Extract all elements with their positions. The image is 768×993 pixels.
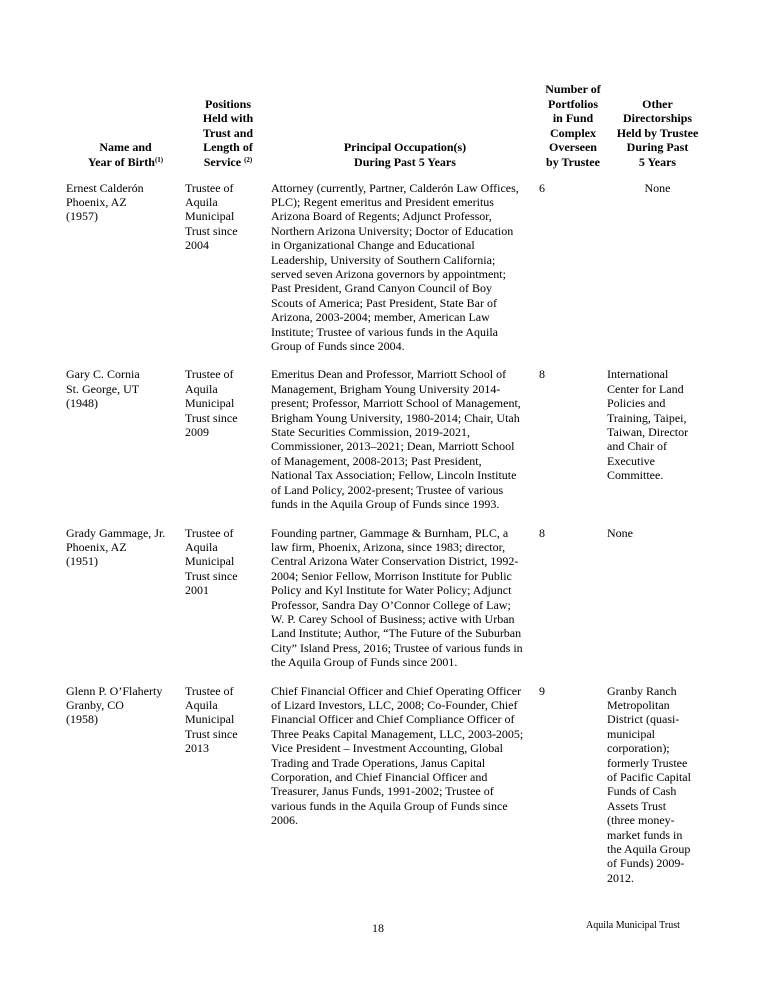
cell-text-line: Policies and — [607, 396, 666, 411]
cell-text-line: Taiwan, Director — [607, 425, 689, 440]
table-row — [66, 367, 708, 525]
cell-text-line: Financial Officer and Chief Compliance Officer of — [271, 712, 515, 727]
cell-text-line: Corporation, and Chief Financial Officer and — [271, 770, 488, 784]
trustee-occupation-cell — [271, 684, 539, 900]
cell-text-line: in Organizational Change and Educational — [271, 238, 475, 253]
table-header — [66, 82, 708, 181]
page-number: 18 — [372, 921, 384, 935]
cell-text-line: Assets Trust — [607, 798, 667, 813]
cell-text-line: (three money- — [607, 813, 675, 828]
cell-text-line: 2012. — [607, 870, 634, 885]
cell-text-line: Trustee of — [185, 367, 234, 382]
header-name-year: Name and Year of Birth$^{(1)}$ — [87, 140, 164, 169]
cell-text: 6 — [539, 180, 545, 195]
cell-text-line: Executive — [607, 453, 655, 468]
cell-text-line: Treasurer, Janus Funds, 1991-2002; Trustee of — [271, 784, 494, 799]
cell-text-line: of Management, 2008-2013; Past President, — [271, 453, 482, 468]
cell-text-line: funds in the Aquila Group of Funds since 1993. — [271, 497, 500, 512]
cell-text-line: Group of Funds since 2004. — [271, 339, 405, 354]
cell-text-line: Management, Brigham Young University 2014- — [271, 381, 501, 396]
cell-text-line: 2013 — [185, 741, 209, 756]
header-directorships: Other Directorships Held by Trustee During Past 5 Years — [616, 96, 699, 169]
cell-text-line: Aquila — [185, 194, 218, 209]
cell-text-line: Chief Financial Officer and Chief Operating Officer — [271, 683, 522, 698]
cell-text-line: Trust since — [185, 410, 238, 425]
cell-text-line: Trust since — [185, 726, 238, 741]
cell-text-line: Granby, CO — [66, 697, 124, 712]
trustee-directorships-cell — [607, 181, 708, 368]
cell-text-line: Three Peaks Capital Management, LLC, 2003-2005; — [271, 726, 524, 741]
cell-text-line: served seven Arizona governors by appointment; — [271, 267, 506, 281]
trustee-position-cell — [185, 181, 271, 368]
cell-text-line: Grady Gammage, Jr. — [66, 525, 166, 540]
cell-text-line: of Pacific Capital — [607, 770, 691, 784]
trustee-portfolios-cell — [539, 181, 607, 368]
cell-text-line: Trust since — [185, 223, 238, 238]
cell-text-line: Granby Ranch — [607, 683, 677, 698]
trustee-name-cell — [66, 684, 185, 900]
header-occupation: Principal Occupation(s) During Past 5 Years — [343, 140, 467, 169]
cell-text-line: and Chair of — [607, 439, 667, 454]
table-body — [66, 181, 708, 900]
cell-text-line: Institute; Trustee of various funds in the Aquila — [271, 324, 498, 339]
trustee-occupation-cell — [271, 367, 539, 525]
cell-text-line: formerly Trustee — [607, 755, 688, 770]
cell-text-line: International — [607, 367, 669, 382]
cell-text-line: Training, Taipei, — [607, 410, 687, 425]
cell-text-line: St. George, UT — [66, 381, 140, 396]
cell-text-line: National Tax Association; Fellow, Lincoln Institute — [271, 468, 517, 483]
cell-text-line: Arizona Board of Regents; Adjunct Professor, — [271, 209, 492, 224]
trustee-directorships-cell — [607, 684, 708, 900]
cell-text-line: PLC); Regent emeritus and President emeritus — [271, 194, 494, 209]
cell-text-line: Municipal — [185, 396, 235, 411]
cell-text-line: Attorney (currently, Partner, Calderón Law Offices, — [271, 180, 519, 195]
cell-text-line: Municipal — [185, 554, 235, 569]
cell-text-line: Aquila — [185, 539, 218, 554]
cell-text-line: Policy and Kyl Institute for Water Policy; Adjunct — [271, 583, 512, 598]
cell-text-line: (1951) — [66, 554, 98, 569]
trustee-name-cell — [66, 181, 185, 368]
cell-text-line: Ernest Calderón — [66, 180, 144, 195]
cell-text-line: Trustee of — [185, 180, 234, 195]
cell-text-line: Past President, Grand Canyon Council of Boy — [271, 281, 492, 296]
cell-text-line: 2004 — [185, 238, 209, 253]
header-portfolios: Number of Portfolios in Fund Complex Overseen by Trustee — [545, 82, 601, 169]
footer-document-title: Aquila Municipal Trust — [586, 920, 680, 931]
cell-text-line: Funds of Cash — [607, 784, 677, 799]
cell-text-line: Aquila — [185, 697, 218, 712]
trustee-position-cell — [185, 684, 271, 900]
cell-text-line: Founding partner, Gammage & Burnham, PLC, a — [271, 525, 509, 540]
cell-text-line: Trust since — [185, 568, 238, 583]
cell-text-line: Central Arizona Water Conservation District, 1992- — [271, 554, 519, 569]
table-row — [66, 181, 708, 368]
trustee-name-cell — [66, 367, 185, 525]
cell-text-line: Leadership, University of Southern California; — [271, 252, 496, 267]
cell-text-line: 2009 — [185, 425, 209, 440]
cell-text-line: 2004; Senior Fellow, Morrison Institute for Public — [271, 568, 512, 583]
cell-text-line: (1957) — [66, 209, 98, 224]
cell-text-line: Emeritus Dean and Professor, Marriott School of — [271, 367, 507, 382]
cell-text-line: Municipal — [185, 712, 235, 727]
cell-text-line: Scouts of America; Past President, State Bar of — [271, 295, 497, 310]
cell-text-line: 2001 — [185, 583, 209, 598]
cell-text-line: of Land Policy, 2002-present; Trustee of various — [271, 482, 504, 497]
trustee-position-cell — [185, 367, 271, 525]
cell-text-line: (1958) — [66, 712, 98, 727]
cell-text-line: market funds in — [607, 827, 683, 842]
cell-text-line: Land Institute; Author, “The Future of the Suburban — [271, 626, 522, 641]
cell-text-line: W. P. Carey School of Business; active with Urban — [271, 611, 515, 626]
cell-text-line: Trading and Trade Operations, Janus Capital — [271, 755, 486, 770]
cell-text-line: Gary C. Cornia — [66, 367, 140, 382]
cell-text-line: District (quasi- — [607, 712, 680, 727]
cell-text-line: Trustee of — [185, 525, 234, 540]
trustee-occupation-cell — [271, 526, 539, 684]
cell-text-line: 2006. — [271, 813, 298, 828]
trustee-directorships-cell — [607, 367, 708, 525]
trustee-occupation-cell — [271, 181, 539, 368]
cell-text-line: the Aquila Group — [607, 842, 691, 857]
cell-text-line: the Aquila Group of Funds since 2001. — [271, 655, 458, 670]
cell-text-line: Center for Land — [607, 381, 684, 396]
cell-text-line: Committee. — [607, 468, 664, 483]
table-row — [66, 684, 708, 900]
trustee-directorships-cell — [607, 526, 708, 684]
cell-text-line: City” Island Press, 2016; Trustee of various funds in — [271, 640, 523, 655]
trustee-portfolios-cell — [539, 526, 607, 684]
cell-text-line: Vice President – Investment Accounting, Global — [271, 741, 503, 756]
cell-text-line: various funds in the Aquila Group of Funds since — [271, 798, 508, 813]
cell-text-line: Glenn P. O’Flaherty — [66, 683, 163, 698]
trustee-name-cell — [66, 526, 185, 684]
cell-text-line: present; Professor, Marriott School of Management, — [271, 396, 521, 411]
cell-text-line: Municipal — [185, 209, 235, 224]
cell-text-line: Northern Arizona University; Doctor of Education — [271, 223, 514, 238]
cell-text-line: law firm, Phoenix, Arizona, since 1983; director, — [271, 539, 506, 554]
cell-text-line: None — [607, 525, 633, 540]
cell-text-line: State Securities Commission, 2019-2021, — [271, 425, 470, 440]
cell-text-line: corporation); — [607, 741, 670, 756]
cell-text-line: municipal — [607, 726, 655, 741]
cell-text-line: Phoenix, AZ — [66, 194, 127, 209]
cell-text-line: None — [644, 180, 671, 195]
cell-text-line: Professor, Sandra Day O’Connor College of Law; — [271, 597, 511, 612]
header-positions: Positions Held with Trust and Length of Service $^{(2)}$ — [202, 96, 254, 169]
cell-text-line: of Funds) 2009- — [607, 856, 685, 871]
trustee-position-cell — [185, 526, 271, 684]
cell-text-line: Commissioner, 2013–2021; Dean, Marriott School — [271, 439, 515, 454]
cell-text: 8 — [539, 367, 545, 382]
cell-text-line: (1948) — [66, 396, 98, 411]
trustee-portfolios-cell — [539, 367, 607, 525]
cell-text-line: Arizona, 2003-2004; member, American Law — [271, 310, 490, 325]
cell-text: 9 — [539, 683, 545, 698]
cell-text-line: of Lizard Investors, LLC, 2008; Co-Founder, Chief — [271, 697, 518, 712]
cell-text-line: Metropolitan — [607, 697, 670, 712]
cell-text: 8 — [539, 525, 545, 540]
cell-text-line: Trustee of — [185, 683, 234, 698]
cell-text-line: Brigham Young University, 1980-2014; Chair, Utah — [271, 410, 520, 425]
trustees-table — [66, 82, 708, 899]
cell-text-line: Phoenix, AZ — [66, 539, 127, 554]
table-row — [66, 526, 708, 684]
cell-text-line: Aquila — [185, 381, 218, 396]
trustee-portfolios-cell — [539, 684, 607, 900]
